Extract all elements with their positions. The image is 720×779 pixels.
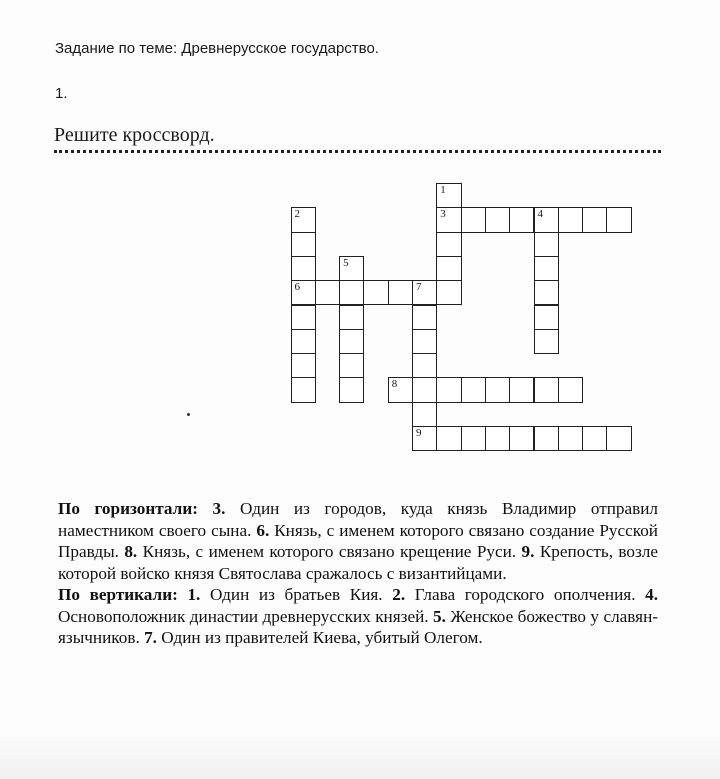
crossword-cell — [315, 280, 340, 305]
cell-number: 5 — [343, 256, 349, 269]
crossword-cell — [291, 256, 316, 281]
task-title: Задание по теме: Древнерусское государство. — [55, 40, 379, 57]
crossword-cell — [436, 256, 461, 281]
clue-number-h3: 3. — [212, 499, 226, 518]
crossword-cell — [534, 207, 559, 232]
crossword-cell — [436, 207, 461, 232]
crossword-cell — [291, 305, 316, 330]
crossword-cell — [436, 377, 461, 402]
clue-v1: Один из братьев Кия. — [200, 585, 393, 604]
clue-h3: Один из городов, куда князь Владимир отправил наместником своего сына. — [58, 499, 659, 540]
crossword-cell — [558, 377, 583, 402]
crossword-cell — [291, 232, 316, 257]
clue-h6: Князь, с именем которого связано создание Русской Правды. — [58, 520, 658, 561]
crossword-cell — [291, 329, 316, 354]
crossword-cell — [412, 280, 437, 305]
crossword-cell — [461, 377, 486, 402]
task-number: 1. — [55, 85, 68, 102]
crossword-cell — [339, 329, 364, 354]
crossword-cell — [388, 280, 413, 305]
crossword-cell — [485, 377, 510, 402]
crossword-cell — [436, 426, 461, 451]
crossword-cell — [412, 353, 437, 378]
clue-number-v7: 7. — [144, 628, 157, 647]
crossword-cell — [534, 329, 559, 354]
crossword-cell — [412, 377, 437, 402]
crossword-cell — [485, 426, 510, 451]
cell-number: 2 — [294, 208, 300, 221]
clue-v7: Один из правителей Киева, убитый Олегом. — [156, 628, 483, 647]
crossword-cell — [291, 207, 316, 232]
crossword-cell — [606, 207, 631, 232]
crossword-cell — [509, 207, 534, 232]
crossword-cell — [461, 426, 486, 451]
crossword-cell — [485, 207, 510, 232]
cell-number: 7 — [416, 281, 422, 294]
scan-speck — [187, 413, 190, 416]
crossword-cell — [534, 426, 559, 451]
crossword-cell — [582, 426, 607, 451]
crossword-cell — [291, 280, 316, 305]
cell-number: 3 — [440, 208, 446, 221]
crossword-cell — [436, 232, 461, 257]
crossword-cell — [412, 329, 437, 354]
crossword-cell — [412, 402, 437, 427]
cell-number: 6 — [294, 281, 300, 294]
crossword-cell — [509, 377, 534, 402]
crossword-cell — [436, 280, 461, 305]
crossword-cell — [461, 207, 486, 232]
clue-h9: Крепость, возле которой войско князя Святослава сражалось с византийцами. — [58, 542, 658, 583]
clue-number-v1: 1. — [187, 585, 201, 604]
crossword-cell — [291, 377, 316, 402]
crossword-cell — [339, 305, 364, 330]
crossword-cell — [412, 305, 437, 330]
crossword-cell — [534, 280, 559, 305]
crossword-cell — [534, 232, 559, 257]
clue-number-v4: 4. — [645, 585, 658, 604]
crossword-cell — [339, 377, 364, 402]
clues-block — [58, 498, 658, 649]
crossword-cell — [436, 183, 461, 208]
crossword-cell — [558, 426, 583, 451]
crossword-cell — [534, 377, 559, 402]
clue-v2: Глава городского ополчения. — [405, 585, 646, 604]
horizontal-clues — [58, 498, 658, 584]
cell-number: 8 — [391, 378, 398, 391]
clue-number-h9: 9. — [521, 542, 535, 561]
clue-number-v5: 5. — [433, 606, 446, 626]
horizontal-heading: По горизонтали: — [58, 499, 198, 518]
crossword-cell — [558, 207, 583, 232]
cell-number: 1 — [440, 184, 446, 196]
vertical-clues — [58, 584, 658, 649]
clue-v5: Женское божество у славян-язычников. — [58, 606, 658, 647]
crossword-cell — [363, 280, 388, 305]
crossword-cell — [339, 353, 364, 378]
crossword-cell — [291, 353, 316, 378]
crossword-cell — [534, 305, 559, 330]
clue-number-h8: 8. — [124, 542, 138, 561]
instruction-heading: Решите кроссворд. — [54, 124, 215, 146]
cell-number: 4 — [537, 208, 543, 221]
crossword-cell — [582, 207, 607, 232]
crossword-cell — [339, 256, 364, 281]
cell-number: 9 — [416, 427, 422, 439]
clue-number-h6: 6. — [256, 520, 270, 540]
crossword-cell — [606, 426, 631, 451]
clue-number-v2: 2. — [392, 585, 406, 604]
crossword-cell — [509, 426, 534, 451]
clue-v4: Основоположник династии древнерусских князей. — [58, 606, 434, 626]
crossword-cell — [412, 426, 437, 451]
vertical-heading: По вертикали: — [58, 585, 178, 604]
crossword-cell — [339, 280, 364, 305]
crossword-cell — [388, 377, 413, 402]
page-bottom-shade — [0, 729, 720, 779]
clue-h8: Князь, с именем которого связано крещение Руси. — [137, 542, 522, 561]
crossword-cell — [534, 256, 559, 281]
